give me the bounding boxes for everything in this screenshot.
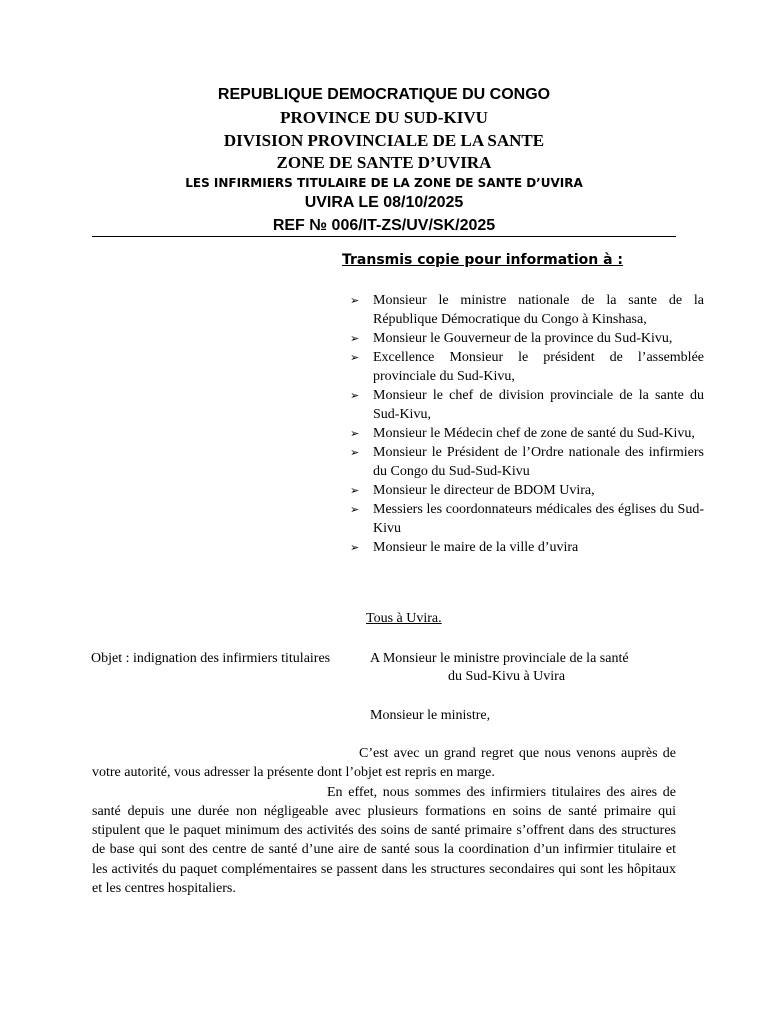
header-province: PROVINCE DU SUD-KIVU <box>280 108 488 127</box>
list-item: ➢ Messiers les coordonnateurs médicales des églises du Sud-Kivu <box>350 502 704 536</box>
header-division: DIVISION PROVINCIALE DE LA SANTE <box>223 131 545 150</box>
header-divider <box>92 236 676 237</box>
list-item: ➢ Monsieur le Gouverneur de la province du Sud-Kivu, <box>350 331 673 346</box>
list-item: ➢ Monsieur le chef de division provinciale de la sante du Sud-Kivu, <box>350 388 704 422</box>
body-paragraph-1: C’est avec un grand regret que nous venons auprès de votre autorité, vous adresser la présente dont l’objet est repris en marge. <box>92 746 676 781</box>
letter-body <box>92 744 676 898</box>
transmis-title: Transmis copie pour information à : <box>342 252 624 268</box>
salutation: Monsieur le ministre, <box>370 708 491 723</box>
arrow-bullet-icon: ➢ <box>350 351 360 364</box>
list-item: ➢ Monsieur le Président de l’Ordre nationale des infirmiers du Congo du Sud-Sud-Kivu <box>350 445 704 479</box>
arrow-bullet-icon: ➢ <box>350 503 360 516</box>
list-item: ➢ Monsieur le ministre nationale de la sante de la République Démocratique du Congo à Kinshasa, <box>350 293 704 327</box>
objet-line: Objet : indignation des infirmiers titulaires <box>91 651 331 666</box>
arrow-bullet-icon: ➢ <box>350 484 360 497</box>
list-item: ➢ Monsieur le Médecin chef de zone de santé du Sud-Kivu, <box>350 426 695 441</box>
header-sender: LES INFIRMIERS TITULAIRE DE LA ZONE DE SANTE D’UVIRA <box>185 176 583 190</box>
list-item: ➢ Excellence Monsieur le président de l’assemblée provinciale du Sud-Kivu, <box>350 350 704 384</box>
header-zone: ZONE DE SANTE D’UVIRA <box>276 153 492 172</box>
recipients-list <box>350 291 704 557</box>
arrow-bullet-icon: ➢ <box>350 332 360 345</box>
header-date: UVIRA LE 08/10/2025 <box>304 194 464 211</box>
arrow-bullet-icon: ➢ <box>350 541 360 554</box>
recipient-line-2: du Sud-Kivu à Uvira <box>448 669 566 684</box>
list-item: ➢ Monsieur le maire de la ville d’uvira <box>350 540 579 555</box>
header-country: REPUBLIQUE DEMOCRATIQUE DU CONGO <box>217 86 551 103</box>
tous-a-uvira: Tous à Uvira. <box>366 611 442 626</box>
arrow-bullet-icon: ➢ <box>350 294 360 307</box>
list-item: ➢ Monsieur le directeur de BDOM Uvira, <box>350 483 595 498</box>
header-reference: REF № 006/IT-ZS/UV/SK/2025 <box>272 217 496 234</box>
recipient-line-1: A Monsieur le ministre provinciale de la santé <box>370 651 629 666</box>
arrow-bullet-icon: ➢ <box>350 389 360 402</box>
arrow-bullet-icon: ➢ <box>350 446 360 459</box>
arrow-bullet-icon: ➢ <box>350 427 360 440</box>
body-paragraph-2: En effet, nous sommes des infirmiers titulaires des aires de santé depuis une durée non négligeable avec plusieurs formations en soins de santé primaire qui stipulent que le paquet minimum des activités des soins de santé primaire s’offrent dans des structures de base qui sont des centre de santé d’une aire de santé sous la coordination d’un infirmier titulaire et les activités du paquet complémentaires se passent dans les structures secondaires qui sont les hôpitaux et les centres hospitaliers. <box>92 784 676 897</box>
